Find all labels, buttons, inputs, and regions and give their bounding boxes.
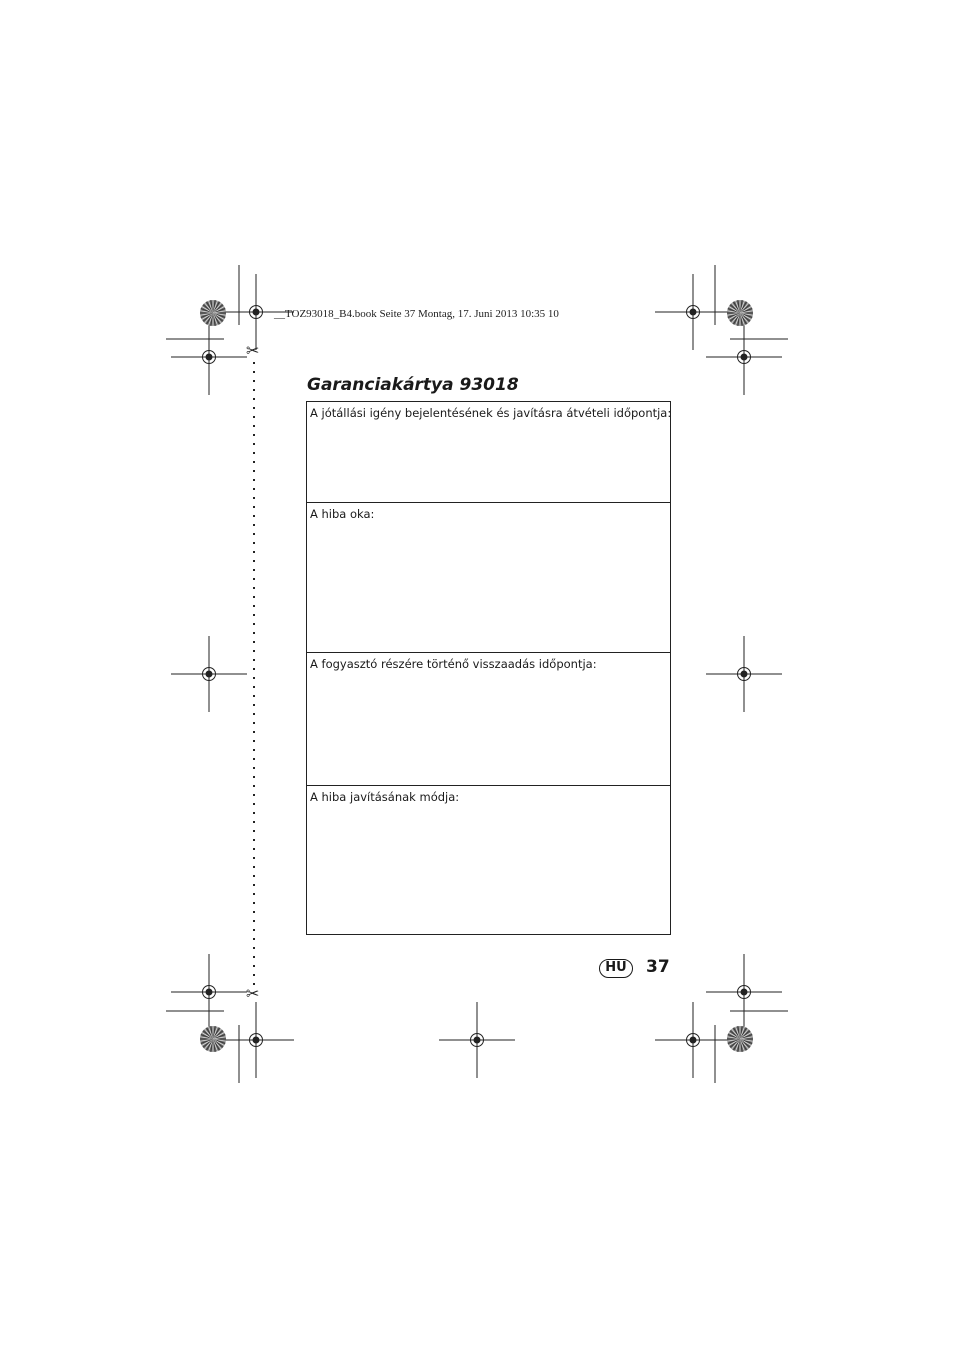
crosshair-icon xyxy=(706,954,782,1030)
form-label: A hiba javításának módja: xyxy=(310,790,460,804)
warranty-form xyxy=(306,401,671,935)
form-section-fault-cause[interactable] xyxy=(307,503,670,653)
language-badge: HU xyxy=(599,959,633,978)
crosshair-icon xyxy=(218,1002,294,1078)
crosshair-icon xyxy=(171,319,247,395)
form-section-claim-date[interactable] xyxy=(307,402,670,503)
form-label: A jótállási igény bejelentésének és javításra átvételi időpontja: xyxy=(310,406,672,420)
starburst-icon xyxy=(200,300,226,326)
page-number: 37 xyxy=(646,957,670,977)
crosshair-icon xyxy=(171,954,247,1030)
crosshair-icon xyxy=(171,636,247,712)
scissors-icon: ✂ xyxy=(246,984,260,1003)
form-section-return-date[interactable] xyxy=(307,653,670,786)
crosshair-icon xyxy=(706,636,782,712)
form-section-repair-method[interactable] xyxy=(307,786,670,934)
crosshair-icon xyxy=(655,1002,731,1078)
form-label: A hiba oka: xyxy=(310,507,375,521)
starburst-icon xyxy=(200,1026,226,1052)
crosshair-icon xyxy=(706,319,782,395)
starburst-icon xyxy=(727,300,753,326)
starburst-icon xyxy=(727,1026,753,1052)
print-info: __TOZ93018_B4.book Seite 37 Montag, 17. Juni 2013 10:35 10 xyxy=(274,308,559,320)
form-label: A fogyasztó részére történő visszaadás időpontja: xyxy=(310,657,597,671)
scissors-icon: ✂ xyxy=(246,341,260,360)
crosshair-icon xyxy=(655,274,731,350)
crosshair-icon xyxy=(439,1002,515,1078)
page-title: Garanciakártya 93018 xyxy=(307,375,519,395)
